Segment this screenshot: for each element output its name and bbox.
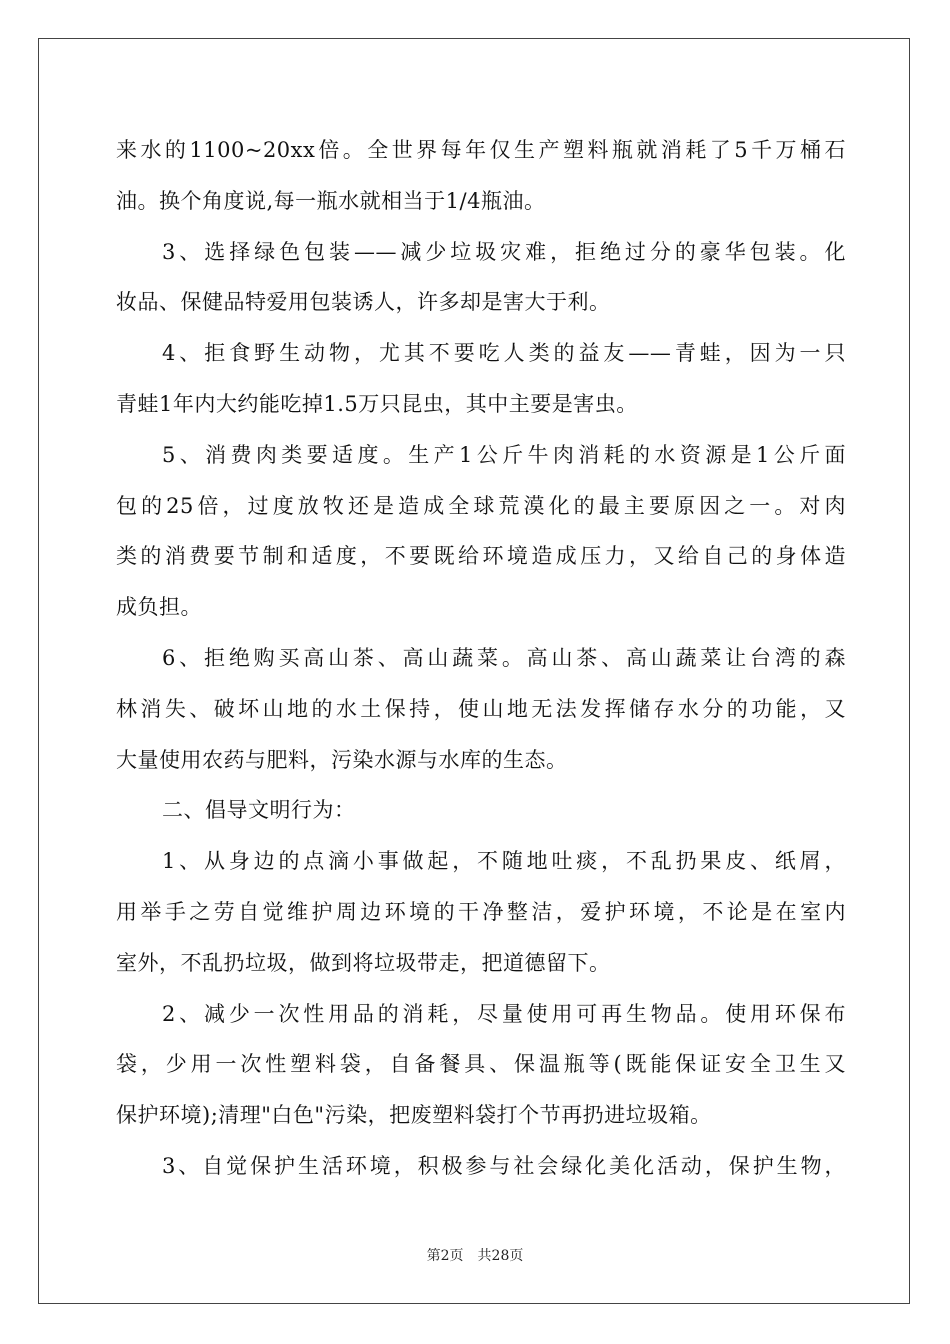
text-line: 成负担。 <box>116 595 202 620</box>
text-line: 5、消费肉类要适度。生产1公斤牛肉消耗的水资源是1公斤面 <box>162 442 846 467</box>
text-line: 包的25倍，过度放牧还是造成全球荒漠化的最主要原因之一。对肉 <box>116 493 846 518</box>
text-line: 类的消费要节制和适度，不要既给环境造成压力，又给自己的身体造 <box>116 544 846 569</box>
text-line: 大量使用农药与肥料，污染水源与水库的生态。 <box>116 747 568 772</box>
text-line: 2、减少一次性用品的消耗，尽量使用可再生物品。使用环保布 <box>162 1001 846 1026</box>
text-line: 袋，少用一次性塑料袋，自备餐具、保温瓶等(既能保证安全卫生又 <box>116 1052 846 1077</box>
text-line: 妆品、保健品特爱用包装诱人，许多却是害大于利。 <box>116 290 611 315</box>
text-line: 保护环境);清理"白色"污染，把废塑料袋打个节再扔进垃圾箱。 <box>116 1103 712 1128</box>
text-line: 青蛙1年内大约能吃掉1.5万只昆虫，其中主要是害虫。 <box>116 391 638 416</box>
text-line: 4、拒食野生动物，尤其不要吃人类的益友——青蛙，因为一只 <box>162 341 846 366</box>
text-line: 油。换个角度说,每一瓶水就相当于1/4瓶油。 <box>116 188 546 213</box>
text-line: 1、从身边的点滴小事做起，不随地吐痰，不乱扔果皮、纸屑， <box>162 849 846 874</box>
text-line: 3、选择绿色包装——减少垃圾灾难，拒绝过分的豪华包装。化 <box>162 239 846 264</box>
text-line: 二、倡导文明行为： <box>162 798 356 823</box>
page-number-footer: 第2页 共28页 <box>426 1248 524 1264</box>
text-line: 用举手之劳自觉维护周边环境的干净整洁，爱护环境，不论是在室内 <box>116 899 846 924</box>
text-line: 林消失、破坏山地的水土保持，使山地无法发挥储存水分的功能，又 <box>116 696 846 721</box>
document-body <box>116 125 846 1192</box>
text-line: 来水的1100~20xx倍。全世界每年仅生产塑料瓶就消耗了5千万桶石 <box>116 138 846 162</box>
text-line: 6、拒绝购买高山茶、高山蔬菜。高山茶、高山蔬菜让台湾的森 <box>162 645 846 670</box>
text-line: 3、自觉保护生活环境，积极参与社会绿化美化活动，保护生物， <box>162 1153 846 1178</box>
text-line: 室外，不乱扔垃圾，做到将垃圾带走，把道德留下。 <box>116 950 611 975</box>
